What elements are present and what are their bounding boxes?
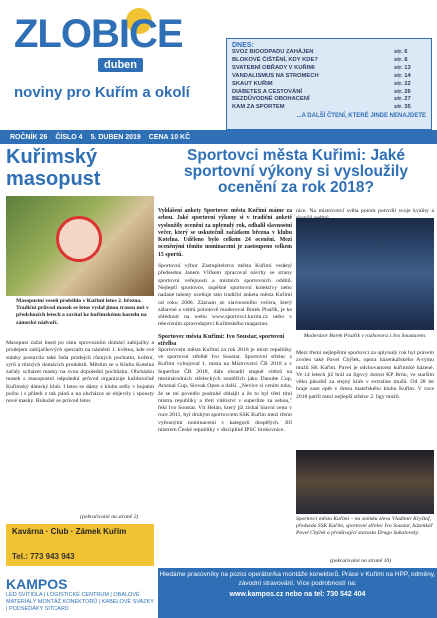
- contents-item-page: str. 14: [394, 72, 411, 79]
- contents-item: [232, 57, 426, 65]
- contents-item: [232, 49, 426, 57]
- cafe-ad-phone: Tel.: 773 943 943: [12, 552, 75, 561]
- contents-item-page: str. 35: [394, 104, 411, 111]
- contents-item: [232, 96, 426, 104]
- award-caption: Sportovci města Kuřimi – na snímku zleva Vladimír Kryštof, předseda SSK Kuřim, sportovní střelec Ivo Soustar, házenkář Pavel Chýlek a předávající starosta Drago Sukalovský.: [296, 516, 433, 536]
- kampos-job-panel: [158, 568, 437, 618]
- left-headline: Kuřimský masopust: [6, 146, 101, 190]
- contents-item-title: SVATEBNÍ OBŘADY V KUŘIMI: [232, 64, 315, 71]
- sports-body-1: Sportovní výbor Zastupitelstva města Kuřimi vedený předsedou Janem Vlčkem zpracoval návrhy se strany sportovní veřejnosti a místních sportovních oddílů. Nejlepší sportovce, úspěšné sportovní kolektivy nebo nadané talenty oceňuje tato tradiční anketa města Kuřimi od roku 2006. Záznam ze slavnostního večera, který zábavné a velmi pohotově moderoval Borek Pisařík, je ke shlédnutí na webu www.sportovci.kurim.cz nebo v televizním zpravodajství Kuřimského magazínu.: [158, 263, 292, 328]
- contents-item-page: str. 26: [394, 88, 411, 95]
- cafe-ad-name: Kavárna · Club · Zámek Kuřím: [12, 527, 127, 536]
- award-photo: [296, 450, 434, 514]
- contents-item: [232, 73, 426, 81]
- right-headline: Sportovci města Kuřimi: Jaké sportovní výkony si vysloužily ocenění za rok 2018?: [184, 147, 408, 196]
- contents-heading: DNES:: [232, 42, 254, 49]
- issue-info-band: [0, 130, 437, 144]
- kampos-logo: KAMPOS: [6, 576, 68, 592]
- kampos-services: LED SVÍTIDLA | LOGISTICKÉ CENTRUM | OBALOVÉ MATERIÁLY MONTÁŽ KONEKTORŮ | KABELOVÉ SVAZKY | PODSEDÁKY SITCARD: [6, 592, 154, 612]
- sports-lead: Vyhlášení ankety Sportovec města Kuřimi máme za sebou. Jaké sportovní výkony si v tradiční anketě vysloužily ocenění za uplynulý rok, odhalil slavnostní večer, který se uskutečnil začátkem března v klubu Kotelna. Uděleno bylo celkem 24 ocenění. Mezi oceněnými těmito nominacemi je zastoupeno celkem 15 sportů.: [158, 208, 292, 258]
- issue-year: ROČNÍK 26: [10, 133, 48, 141]
- sports-body-2: Sportovcem města Kuřimi za rok 2018 je mistr republiky ve sportovní střelbě Ivo Soustar. Sportovní střelec z Kuřimi vybojoval 1. místa na Mistrovství ČR 2018 a v Superlize ČR 2018, dále obsadil stupně vítězů na mezinárodních střeleckých soutěžích jako Danube Cup, Arsenal Cup, Slovak Open a další. „Nevíce si cením toho, že se mi povedlo podruhé obhájit a že to byl třetí titul mistra republiky a třetí vítězství v superlize za sebou," řekl Ivo Soustar. Vít Helán, který již získal hlavní cenu v roce 2011, byl druhým sportovcem SSK Kuřim mezi třemi vybranými nominacemi v kategorii dospělých. Jiří mistrem České republiky v disciplíně IPSC brokovnice.: [158, 346, 292, 434]
- contents-item: [232, 81, 426, 89]
- masopust-body: Masopust začal hned po ránu sprovozním domácí zabijačky a prodejem zabijačkových specialit na náměstí 1. května, kde své stánky postavila také řada prodejců různých pochutin, koření, sýrů a různých domácích produktů. Městim se u Klubu Kotelna začaly sciházet masky na svou dopolední pochůzku. Obcházku masek s masopustní odpolední průvod organizuje každoročně Kuřimský dámský klub. I letos se dámy z klubu sešly v hojném počtu i s přáteli z tak pánů a na obcházce se objevily i spousty nové masky. Bohužel se průvod letos: [6, 340, 154, 405]
- contents-item-page: str. 27: [394, 96, 411, 103]
- contents-box: [226, 38, 432, 130]
- contents-item-title: KAM ZA SPORTEM: [232, 104, 285, 111]
- contents-item-page: str. 8: [394, 56, 408, 63]
- contents-item-title: BEZDŮVODNÉ OBOHACENÍ: [232, 96, 310, 103]
- sports-body-3: nice. Na mistrovství světa potom potvrdil svoje kvality a: [296, 208, 434, 214]
- moderator-photo: [296, 218, 434, 330]
- sports-continued: (pokračování na straně 10): [330, 558, 392, 564]
- sports-body-4: Mezi třemi nejlepšími sportovci za uplynulý rok byl právem zvolen také Pavel Chýlek, opora házenkářského A-týmu mužů SK Kuřim. Pavel je odchovancem kuřimské házené. Ve 14 letech již hrál za ligový dorost KP Brno, ve starším věku působil za stejný klub v extralize mužů. Od 28 let hraje zase opět v dresu mateřského klubu Kuřim. V roce 2018 patřil mezi nejlepší střelce 2. ligy mužů.: [296, 350, 434, 400]
- contents-item-title: VANDALISMUS NA STROMECH: [232, 72, 319, 79]
- issue-month: duben: [98, 58, 143, 72]
- contents-item-page: str. 22: [394, 80, 411, 87]
- sports-subheading: Sportovec města Kuřimi: Ivo Soustar, sportovní střelba: [158, 332, 285, 347]
- sports-article-col1: [158, 208, 292, 434]
- contents-item-title: SVOZ BIOODPADU ZAHÁJEN: [232, 49, 314, 55]
- issue-number: ČÍSLO 4: [55, 133, 83, 141]
- contents-item-page: str. 13: [394, 64, 411, 71]
- issue-price: CENA 10 KČ: [148, 133, 191, 141]
- clown-figure: [56, 216, 102, 262]
- kampos-contact: www.kampos.cz nebo na tel: 730 542 404: [229, 591, 366, 598]
- issue-date: 5. DUBEN 2019: [90, 133, 141, 141]
- moderator-caption: Moderátor Borek Pisařík v rozhovoru s Ivo Soustarem.: [303, 333, 427, 339]
- contents-item-page: str. 6: [394, 49, 408, 55]
- contents-more: ...A DALŠÍ ČTENÍ, KTERÉ JINDE NENAJDETE: [296, 113, 426, 120]
- contents-item: [232, 104, 426, 112]
- logo-subtitle: noviny pro Kuřím a okolí: [14, 84, 190, 101]
- contents-item-title: DIABETES A CESTOVÁNÍ: [232, 88, 303, 95]
- contents-item-title: BLOKOVÉ ČIŠTĚNÍ, KDY KDE?: [232, 56, 318, 63]
- cafe-ad: [6, 524, 154, 566]
- masopust-continued: (pokračování na straně 2): [80, 514, 139, 520]
- contents-item: [232, 65, 426, 73]
- masthead-logo: [6, 6, 228, 124]
- masopust-photo: [6, 196, 154, 296]
- logo-title: ZLOBICE: [14, 12, 183, 56]
- masopust-caption: Masopustní veselí proběhlo v Kuřimi letos 2. března. Tradiční průvod masek se letos vydal jinou trasou než v předchozích letech a zavítal ke kuřimskému kostelu na zámecké nádvoří.: [16, 298, 149, 326]
- kampos-job-text: Hledáme pracovníky na pozici operátor/ka montáže konektorů. Práce v Kuřimi na HPP, odměny, závodní stravování. Více podrobností na:: [159, 571, 436, 587]
- contents-item-title: SKAUT KUŘIM: [232, 80, 273, 87]
